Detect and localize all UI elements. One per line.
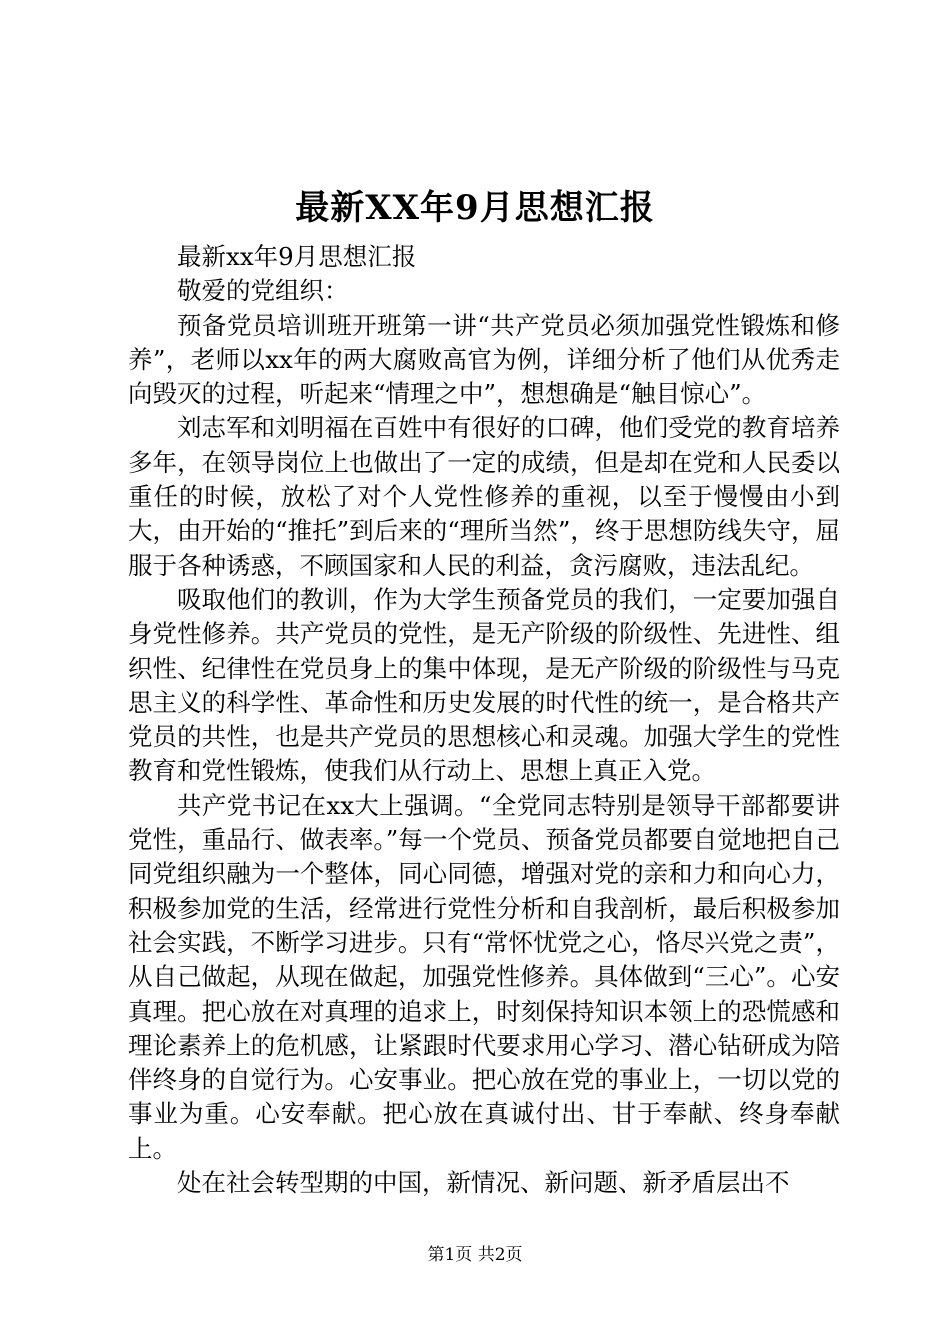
paragraph: 共产党书记在xx大上强调。“全党同志特别是领导干部都要讲党性，重品行、做表率。”每一个党员、预备党员都要自觉地把自己同党组织融为一个整体，同心同德，增强对党的亲和力和向心力，积极参加党的生活，经常进行党性分析和自我剖析，最后积极参加社会实践，不断学习进步。只有“常怀忧党之心，恪尽兴党之责”，从自己做起，从现在做起，加强党性修养。具体做到“三心”。心安真理。把心放在对真理的追求上，时刻保持知识本领上的恐慌感和理论素养上的危机感，让紧跟时代要求用心学习、潜心钻研成为陪伴终身的自觉行为。心安事业。把心放在党的事业上，一切以党的事业为重。心安奉献。把心放在真诚付出、甘于奉献、终身奉献上。: [128, 790, 840, 1163]
paragraph: 预备党员培训班开班第一讲“共产党员必须加强党性锻炼和修养”，老师以xx年的两大腐败高官为例，详细分析了他们从优秀走向毁灭的过程，听起来“情理之中”，想想确是“触目惊心”。: [128, 310, 840, 409]
page-number-footer: 第1页 共2页: [427, 1245, 523, 1265]
document-body: [128, 240, 840, 1200]
paragraph: 吸取他们的教训，作为大学生预备党员的我们，一定要加强自身党性修养。共产党员的党性，是无产阶级的阶级性、先进性、组织性、纪律性在党员身上的集中体现，是无产阶级的阶级性与马克思主义的科学性、革命性和历史发展的时代性的统一，是合格共产党员的共性，也是共产党员的思想核心和灵魂。加强大学生的党性教育和党性锻炼，使我们从行动上、思想上真正入党。: [128, 584, 840, 786]
paragraph: 刘志军和刘明福在百姓中有很好的口碑，他们受党的教育培养多年，在领导岗位上也做出了一定的成绩，但是却在党和人民委以重任的时候，放松了对个人党性修养的重视，以至于慢慢由小到大，由开始的“推托”到后来的“理所当然”，终于思想防线失守，屈服于各种诱惑，不顾国家和人民的利益，贪污腐败，违法乱纪。: [128, 413, 840, 580]
document-title: 最新XX年9月思想汇报: [295, 188, 655, 228]
paragraph: 处在社会转型期的中国，新情况、新问题、新矛盾层出不: [177, 1168, 790, 1198]
paragraph: 最新xx年9月思想汇报: [177, 242, 417, 271]
salutation: 敬爱的党组织：: [177, 276, 349, 306]
